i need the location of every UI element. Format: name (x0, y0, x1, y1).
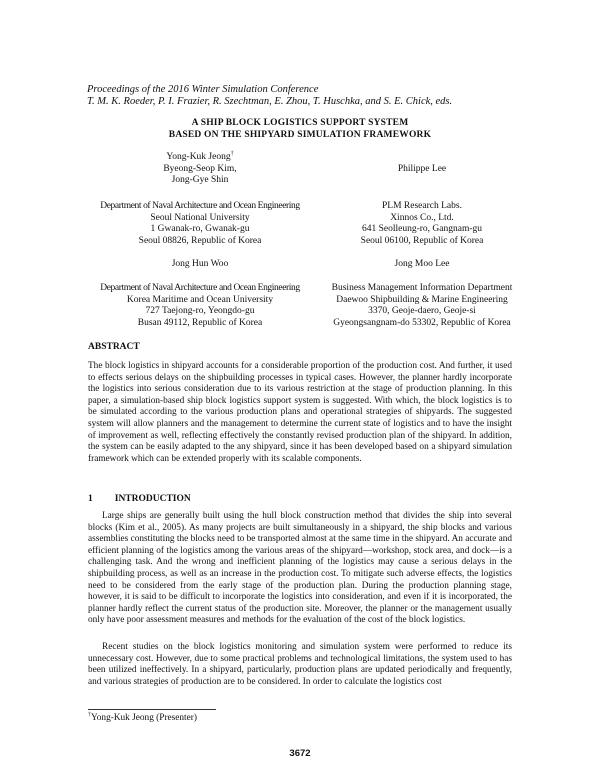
author-name: Yong-Kuk Jeong (166, 152, 231, 162)
proceedings-line: Proceedings of the 2016 Winter Simulation Conference (87, 84, 319, 95)
section-heading-introduction (88, 494, 191, 504)
affiliation-line: Seoul National University (150, 212, 250, 223)
affiliation-line: Business Management Information Department (331, 283, 513, 293)
affiliation-right-top (300, 201, 544, 247)
intro-paragraph-1: Large ships are generally built using the hull block construction method that divides the ship into several blocks (Kim et al., 2005). As many projects are built simultaneously in a shipyard, the ship blocks and various assemblies constituting the blocks need to be transported almost at the same time in the shipyard. An accurate and efficient planning of the logistics among the various areas of the shipyard—workshop, stock area, and dock—is a challenging task. And the wrong and inefficient planning of the logistics may cause a serious delays in the shipbuilding process, as well as an increase in the production cost. To mitigate such adverse effects, the logistics need to be considered from the early stage of the production plan. During the production planning stage, however, it is said to be difficult to incorporate the logistics into consideration, and even if it is incorporated, the planner hardly reflect the current status of the production site. Moreover, the planner or the management usually only have poor assessment measures and methods for the evaluation of the cost of the block logistics. (88, 511, 512, 626)
presenter-mark: † (230, 151, 234, 157)
affiliation-line: Department of Naval Architecture and Ocean Engineering (100, 283, 300, 293)
paper-title-line1: A SHIP BLOCK LOGISTICS SUPPORT SYSTEM (191, 118, 409, 128)
affiliation-line: Xinnos Co., Ltd. (390, 212, 454, 223)
footnote-mark: † (88, 712, 91, 718)
affiliation-line: Seoul 06100, Republic of Korea (360, 235, 484, 246)
affiliation-line: 641 Seolleung-ro, Gangnam-gu (361, 224, 483, 234)
affiliation-line: Gyeongsangnam-do 53302, Republic of Korea (333, 317, 511, 328)
affiliation-line: Department of Naval Architecture and Ocean Engineering (100, 201, 300, 211)
page-number: 3672 (289, 748, 311, 759)
affiliation-line: Korea Maritime and Ocean University (126, 294, 274, 305)
affiliation-line: Seoul 08826, Republic of Korea (138, 235, 262, 246)
affiliation-line: 3370, Geoje-daero, Geoje-si (368, 306, 476, 316)
author-name: Jong-Gye Shin (171, 175, 229, 185)
author-block-left (88, 152, 312, 187)
affiliation-line: Busan 49112, Republic of Korea (137, 317, 263, 328)
section-title: INTRODUCTION (114, 494, 191, 504)
author-name-left-mid: Jong Hun Woo (171, 259, 229, 269)
section-number: 1 (88, 494, 93, 504)
author-name: Philippe Lee (397, 164, 447, 174)
affiliation-right-mid (300, 283, 544, 329)
intro-paragraph-2: Recent studies on the block logistics monitoring and simulation system were performed to reduce its unnecessary cost. However, due to some practical problems and technological limitations, the system used to has been utilized ineffectively. In a shipyard, particularly, production plans are updated periodically and frequently, and various strategies of production are to be considered. In order to calculate the logistics cost (88, 642, 512, 687)
affiliation-left-mid (88, 283, 312, 329)
abstract-heading: ABSTRACT (88, 342, 140, 352)
footnote (88, 713, 197, 723)
affiliation-left-top (88, 201, 312, 247)
author-name: Byeong-Seop Kim, (163, 163, 237, 174)
affiliation-line: 1 Gwanak-ro, Gwanak-gu (150, 224, 250, 234)
author-name-right-mid: Jong Moo Lee (394, 259, 450, 269)
abstract-text: The block logistics in shipyard accounts for a considerable proportion of the production cost. And further, it used to effects serious delays on the shipbuilding processes in typical cases. However, the planner hardly incorporate the logistics into serious consideration due to its various restriction at the stage of production planning. In this paper, a simulation-based ship block logistics support system is suggested. With which, the block logistics is to be simulated according to the various production plans and operational strategies of shipyards. The suggested system will allow planners and the management to determine the current state of logistics and to have the insight of improvement as well, reflecting effectively the constantly revised production plan of the shipyard. In addition, the system can be easily adapted to the any shipyard, since it has been developed based on a shipyard simulation framework which can be extended properly with its scalable components. (88, 361, 512, 464)
editors-line: T. M. K. Roeder, P. I. Frazier, R. Szechtman, E. Zhou, T. Huschka, and S. E. Chick, eds. (87, 96, 453, 107)
author-block-right (300, 164, 544, 176)
affiliation-line: 727 Taejong-ro, Yeongdo-gu (145, 306, 255, 316)
affiliation-line: PLM Research Labs. (382, 201, 462, 211)
affiliation-line: Daewoo Shipbuilding & Marine Engineering (336, 294, 508, 305)
paper-title-line2: BASED ON THE SHIPYARD SIMULATION FRAMEWORK (168, 130, 432, 140)
footnote-rule (88, 709, 216, 710)
footnote-text: Yong-Kuk Jeong (Presenter) (91, 713, 197, 723)
